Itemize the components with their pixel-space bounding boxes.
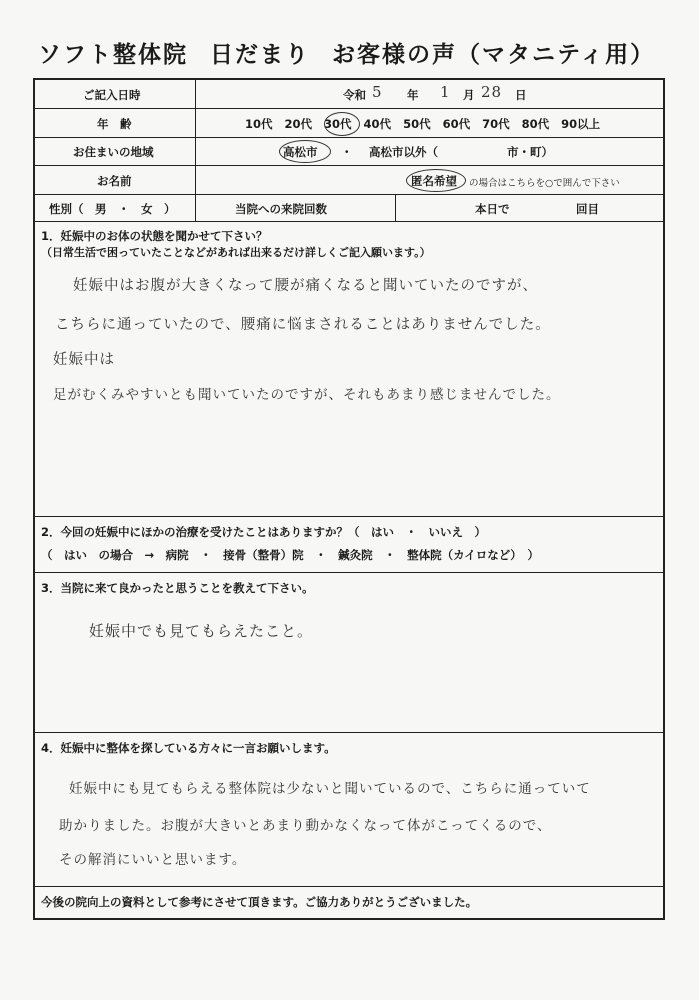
age-option[interactable]: 10代 xyxy=(245,117,273,131)
q1-answer-line: こちらに通っていたので、腰痛に悩まされることはありませんでした。 xyxy=(55,317,551,333)
row-divider xyxy=(35,165,663,166)
gender-label: 性別（ 男 ・ 女 ） xyxy=(49,202,176,216)
anonymous-note: の場合はこちらを○で囲んで下さい xyxy=(469,178,620,189)
area-city-suffix: 市・町） xyxy=(507,145,553,159)
age-option[interactable]: 90以上 xyxy=(561,117,601,131)
day-value: 28 xyxy=(481,83,503,101)
age-option[interactable]: 40代 xyxy=(363,117,392,131)
area-option-takamatsu[interactable]: 高松市 xyxy=(283,145,318,159)
gender-divider xyxy=(195,194,196,221)
section-divider xyxy=(35,732,663,733)
q4-answer-line: 妊娠中にも見てもらえる整体院は少ないと聞いているので、こちらに通っていて xyxy=(69,781,591,797)
section-divider xyxy=(35,886,663,887)
age-option[interactable]: 80代 xyxy=(521,117,550,131)
section-divider xyxy=(35,572,663,573)
q1-subtitle: （日常生活で困っていたことなどがあれば出来るだけ詳しくご記入願います。） xyxy=(41,246,431,259)
age-option-selected[interactable]: 30代 xyxy=(324,117,352,131)
survey-form xyxy=(33,78,665,920)
q4-answer-line: 助かりました。お腹が大きいとあまり動かなくなって体がこってくるので、 xyxy=(59,818,552,834)
year-unit: 年 xyxy=(407,88,419,102)
area-label: お住まいの地域 xyxy=(73,145,154,159)
q1-answer-line: 妊娠中は xyxy=(53,352,115,368)
age-option[interactable]: 20代 xyxy=(284,117,313,131)
today-label: 本日で xyxy=(475,202,510,216)
month-unit: 月 xyxy=(463,88,475,102)
q1-title: 1．妊娠中のお体の状態を聞かせて下さい？ xyxy=(41,229,268,243)
q3-answer-line: 妊娠中でも見てもらえたこと。 xyxy=(89,622,314,640)
year-value: 5 xyxy=(372,83,383,101)
age-option[interactable]: 50代 xyxy=(403,117,431,131)
age-option[interactable]: 70代 xyxy=(482,117,510,131)
visit-count-unit: 回目 xyxy=(576,202,599,216)
clinic-name: ソフト整体院 xyxy=(38,42,188,68)
area-separator: ・ xyxy=(341,145,353,159)
age-selection-circle xyxy=(324,112,360,136)
visits-divider xyxy=(395,194,396,221)
row-divider xyxy=(35,194,663,195)
q3-title: 3．当院に来て良かったと思うことを教えて下さい。 xyxy=(41,581,314,595)
name-label: お名前 xyxy=(97,174,132,188)
row-divider xyxy=(35,108,663,109)
area-option-other[interactable]: 高松市以外（ xyxy=(369,145,438,159)
row-divider xyxy=(35,221,663,222)
footer-thanks: 今後の院向上の資料として参考にさせて頂きます。ご協力ありがとうございました。 xyxy=(41,895,478,909)
day-unit: 日 xyxy=(515,88,527,102)
area-selection-circle xyxy=(279,140,331,163)
form-title-text: お客様の声（マタニティ用） xyxy=(332,42,656,68)
q1-answer-line: 妊娠中はお腹が大きくなって腰が痛くなると聞いていたのですが、 xyxy=(73,278,538,294)
section-divider xyxy=(35,516,663,517)
date-label: ご記入日時 xyxy=(83,88,141,102)
anonymous-option[interactable]: 匿名希望 xyxy=(411,174,457,188)
q4-answer-line: その解消にいいと思います。 xyxy=(59,852,247,868)
month-value: 1 xyxy=(440,83,451,101)
row-divider xyxy=(35,137,663,138)
q2-title: 2．今回の妊娠中にほかの治療を受けたことはありますか？（ はい ・ いいえ ） xyxy=(41,525,486,539)
label-column-divider xyxy=(195,80,196,194)
clinic-branch: 日だまり xyxy=(210,42,310,68)
anonymous-selection-circle xyxy=(406,169,466,192)
form-title xyxy=(38,36,678,69)
era-label: 令和 xyxy=(343,88,366,102)
q4-title: 4．妊娠中に整体を探している方々に一言お願いします。 xyxy=(41,741,336,755)
age-label: 年 齢 xyxy=(97,117,132,131)
visits-label: 当院への来院回数 xyxy=(235,202,327,216)
age-option[interactable]: 60代 xyxy=(442,117,471,131)
q2-subtitle: （ はい の場合 → 病院 ・ 接骨（整骨）院 ・ 鍼灸院 ・ 整体院（カイロなど） ） xyxy=(41,548,540,562)
age-options xyxy=(245,116,612,132)
q1-answer-line: 足がむくみやすいとも聞いていたのですが、それもあまり感じませんでした。 xyxy=(53,387,561,403)
